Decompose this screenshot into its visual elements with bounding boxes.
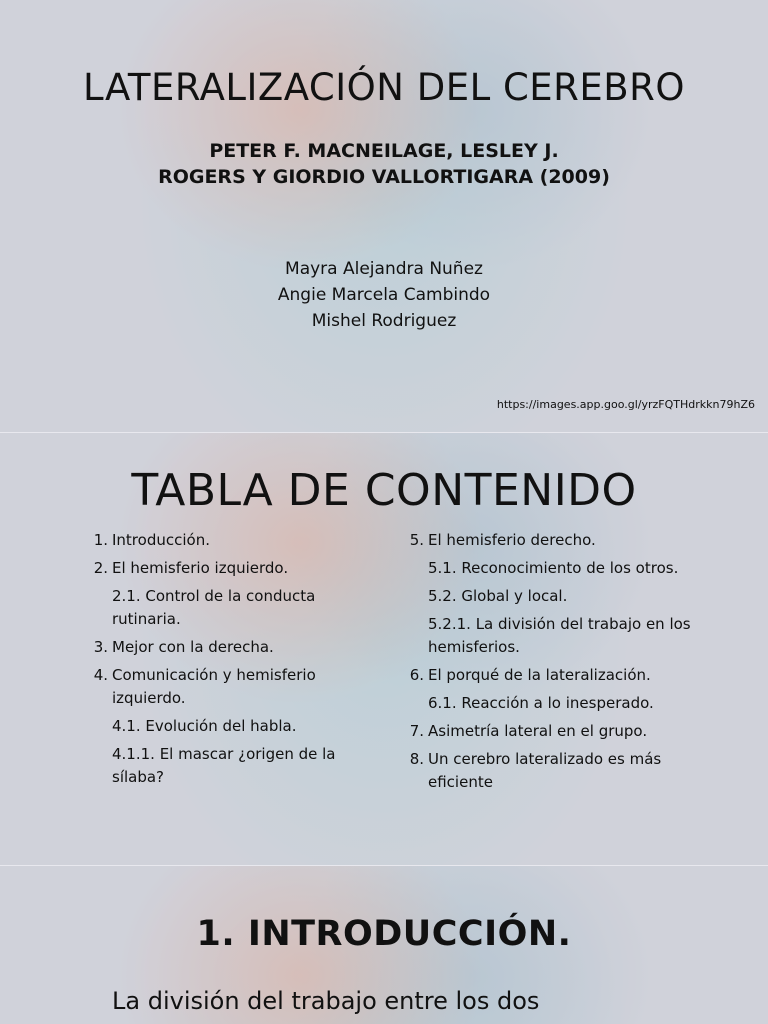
toc-item-number: 6.	[409, 666, 424, 684]
toc-item-text: 4.1.1. El mascar ¿origen de la sílaba?	[112, 745, 336, 786]
slide-table-of-contents	[0, 433, 768, 865]
toc-item	[400, 557, 710, 580]
toc-item-text: 4.1. Evolución del habla.	[112, 717, 297, 735]
toc-item-number: 7.	[409, 722, 424, 740]
toc-item-text: Un cerebro lateralizado es más eficiente	[428, 750, 662, 791]
author-name: Angie Marcela Cambindo	[277, 285, 491, 305]
toc-right-column	[400, 529, 710, 799]
slide-divider	[0, 432, 768, 433]
toc-item	[400, 692, 710, 715]
toc-item-text: Asimetría lateral en el grupo.	[428, 722, 648, 740]
author-name: Mayra Alejandra Nuñez	[285, 259, 483, 279]
toc-item	[84, 557, 374, 580]
toc-item-number: 5.	[409, 531, 424, 549]
toc-item-text: 5.2. Global y local.	[428, 587, 568, 605]
paper-authors-subtitle	[80, 138, 688, 190]
toc-item-text: El porqué de la lateralización.	[428, 666, 651, 684]
toc-item	[84, 664, 374, 710]
toc-item-text: 2.1. Control de la conducta rutinaria.	[112, 587, 316, 628]
slide-title	[0, 0, 768, 432]
toc-item	[400, 664, 710, 687]
toc-item-number: 1.	[93, 531, 108, 549]
author-name: Mishel Rodriguez	[311, 311, 457, 331]
toc-item	[84, 529, 374, 552]
section-title: 1. INTRODUCCIÓN.	[196, 914, 572, 954]
toc-item	[400, 529, 710, 552]
toc-item-text: Introducción.	[112, 531, 210, 549]
presentation-title: LATERALIZACIÓN DEL CEREBRO	[82, 66, 685, 109]
subtitle-line-1: PETER F. MACNEILAGE, LESLEY J.	[209, 140, 559, 162]
toc-item-text: Comunicación y hemisferio izquierdo.	[112, 666, 316, 707]
toc-item	[400, 613, 710, 659]
student-authors	[184, 256, 584, 334]
toc-item	[400, 585, 710, 608]
slide-introduction	[0, 866, 768, 1024]
intro-text: La división del trabajo entre los dos	[112, 987, 540, 1015]
toc-item	[84, 585, 374, 631]
toc-item-text: 6.1. Reacción a lo inesperado.	[428, 694, 654, 712]
toc-item	[400, 720, 710, 743]
toc-item-text: El hemisferio izquierdo.	[112, 559, 289, 577]
toc-item-number: 4.	[93, 666, 108, 684]
toc-item	[84, 715, 374, 738]
toc-item-text: Mejor con la derecha.	[112, 638, 274, 656]
toc-title: TABLA DE CONTENIDO	[131, 465, 637, 516]
image-credit-link[interactable]: https://images.app.goo.gl/yrzFQTHdrkkn79hZ6	[496, 398, 755, 411]
toc-left-column	[84, 529, 374, 794]
toc-item-text: El hemisferio derecho.	[428, 531, 596, 549]
toc-item	[84, 743, 374, 789]
toc-item	[84, 636, 374, 659]
toc-item-number: 3.	[93, 638, 108, 656]
subtitle-line-2: ROGERS Y GIORDIO VALLORTIGARA (2009)	[158, 166, 610, 188]
toc-item-number: 2.	[93, 559, 108, 577]
toc-item	[400, 748, 710, 794]
toc-item-text: 5.1. Reconocimiento de los otros.	[428, 559, 679, 577]
toc-item-number: 8.	[409, 750, 424, 768]
toc-item-text: 5.2.1. La división del trabajo en los hemisferios.	[428, 615, 691, 656]
slide-divider	[0, 865, 768, 866]
